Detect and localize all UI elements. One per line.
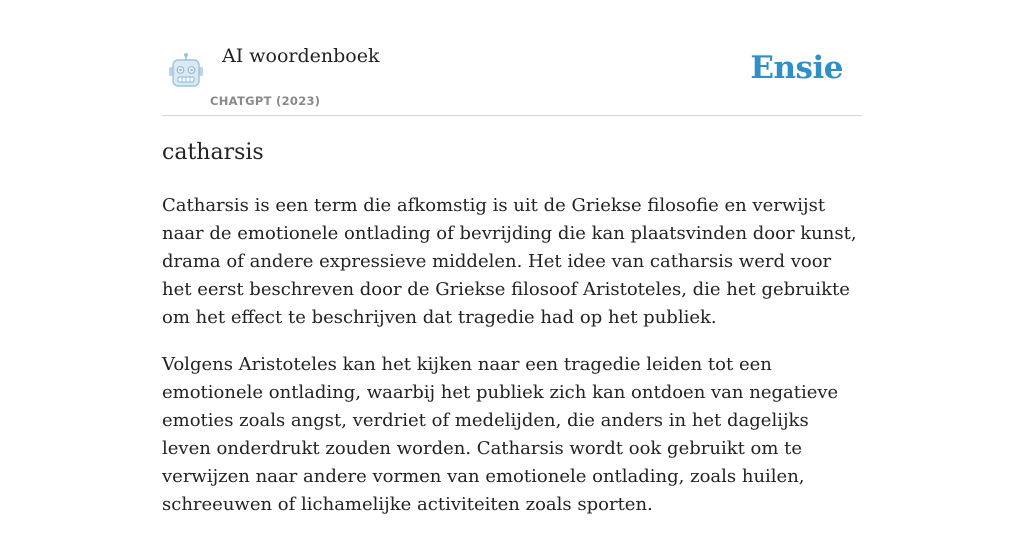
definition-paragraph: Volgens Aristoteles kan het kijken naar een tragedie leiden tot een emotionele ontlading, waarbij het publiek zich kan ontdoen van negatieve emoties zoals angst, verdriet of medelijden, die anders in het dagelijks leven onderdrukt zouden worden. Catharsis wordt ook gebruikt om te verwijzen naar andere vormen van emotionele ontlading, zoals huilen, schreeuwen of lichamelijke activiteiten zoals sporten. (162, 354, 839, 515)
source-subtitle: CHATGPT (2023) (210, 94, 321, 108)
source-title[interactable]: AI woordenboek (222, 45, 380, 67)
robot-icon (166, 52, 206, 90)
entry-title: catharsis (162, 140, 264, 165)
ensie-logo[interactable]: Ensie (750, 50, 843, 86)
page (162, 0, 862, 515)
definition-paragraph: Catharsis is een term die afkomstig is uit de Griekse filosofie en verwijst naar de emotionele ontlading of bevrijding die kan plaatsvinden door kunst, drama of andere expressieve middelen. Het idee van catharsis werd voor het eerst beschreven door de Griekse filosoof Aristoteles, die het gebruikte om het effect te beschrijven dat tragedie had op het publiek. (162, 195, 857, 328)
entry-definition (162, 192, 862, 538)
source-header (162, 0, 862, 116)
